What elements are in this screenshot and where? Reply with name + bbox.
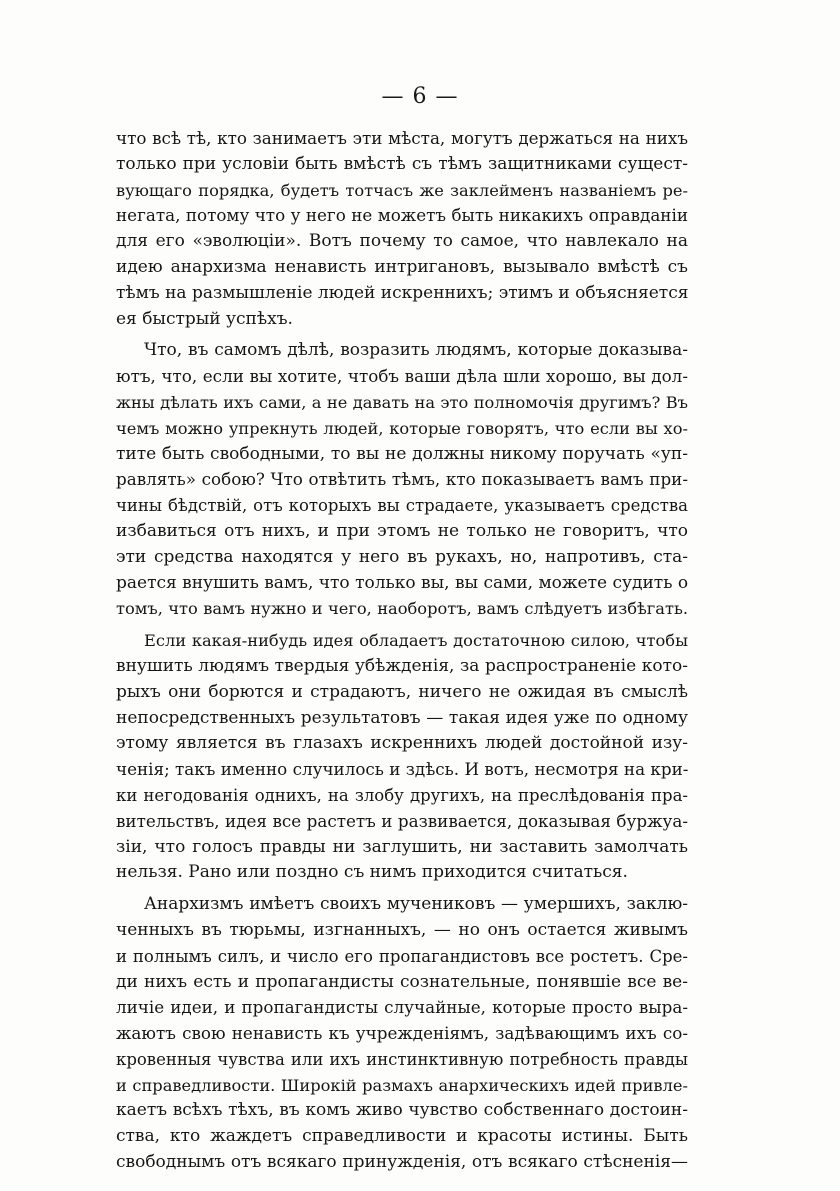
text-line: кровенныя чувства или ихъ инстинктивную потребность правды	[116, 1049, 688, 1069]
text-line: ди нихъ есть и пропагандисты сознательные, понявшіе все ве-	[116, 971, 688, 992]
text-line: каетъ всѣхъ тѣхъ, въ комъ живо чувство собственнаго достоин-	[116, 1100, 688, 1121]
text-line: идею анархизма ненависть интригановъ, вызывало вмѣстѣ съ	[116, 256, 688, 277]
text-line: Анархизмъ имѣетъ своихъ мучениковъ — умершихъ, заклю-	[144, 894, 688, 915]
text-line: эти средства находятся у него въ рукахъ, но, напротивъ, ста-	[116, 546, 688, 567]
text-line: ства, кто жаждетъ справедливости и красоты истины. Быть	[116, 1126, 688, 1147]
text-line: Что, въ самомъ дѣлѣ, возразить людямъ, которые доказыва-	[144, 340, 688, 361]
text-line: и полнымъ силъ, и число его пропагандистовъ все ростетъ. Сре-	[116, 946, 688, 966]
text-line: тѣмъ на размышленіе людей искреннихъ; этимъ и объясняется	[116, 282, 688, 303]
text-line: этому является въ глазахъ искреннихъ людей достойной изу-	[116, 733, 688, 754]
text-line: вующаго порядка, будетъ тотчасъ же заклейменъ названіемъ ре-	[116, 180, 688, 200]
text-line: ки негодованія однихъ, на злобу другихъ, на преслѣдованія пра-	[116, 785, 688, 805]
page-number: — 6 —	[381, 84, 459, 109]
text-line: только при условіи быть вмѣстѣ съ тѣмъ защитниками сущест-	[116, 153, 688, 174]
text-line: ея быстрый успѣхъ.	[116, 308, 293, 329]
paragraph	[116, 338, 688, 622]
text-line: свободнымъ отъ всякаго принужденія, отъ всякаго стѣсненія—	[116, 1152, 688, 1173]
text-line: для его «эволюціи». Вотъ почему то самое, что навлекало на	[116, 231, 688, 252]
paragraph	[116, 892, 688, 1176]
text-line: Если какая-нибудь идея обладаетъ достаточною силою, чтобы	[144, 631, 688, 651]
text-line: нельзя. Рано или поздно съ нимъ приходится считаться.	[116, 862, 628, 883]
text-line: равлять» собою? Что отвѣтить тѣмъ, кто показываетъ вамъ при-	[116, 469, 688, 490]
text-line: избавиться отъ нихъ, и при этомъ не только не говоритъ, что	[116, 520, 688, 541]
paragraph	[116, 628, 688, 886]
text-line: зіи, что голосъ правды ни заглушить, ни заставить замолчать	[116, 836, 688, 857]
paragraph	[116, 126, 688, 332]
text-line: непосредственныхъ результатовъ — такая идея уже по одному	[116, 707, 688, 728]
text-line: ченія; такъ именно случилось и здѣсь. И вотъ, несмотря на кри-	[116, 759, 688, 780]
text-line: личіе идеи, и пропагандисты случайные, которые просто выра-	[116, 997, 688, 1018]
body-text	[116, 126, 688, 1176]
text-line: негата, потому что у него не можетъ быть никакихъ оправданіи	[116, 205, 688, 226]
text-line: рается внушить вамъ, что только вы, вы сами, можете судить о	[116, 572, 688, 593]
text-line: рыхъ они борются и страдаютъ, ничего не ожидая въ смыслѣ	[116, 681, 688, 702]
text-line: тите быть свободными, то вы не должны никому поручать «уп-	[116, 443, 688, 464]
text-line: ютъ, что, если вы хотите, чтобъ ваши дѣла шли хорошо, вы дол-	[116, 366, 688, 387]
text-line: внушить людямъ твердыя убѣжденія, за распространеніе кото-	[116, 655, 688, 676]
text-line: томъ, что вамъ нужно и чего, наоборотъ, вамъ слѣдуетъ избѣгать.	[116, 599, 688, 619]
text-line: вительствъ, идея все растетъ и развивается, доказывая буржуа-	[116, 810, 688, 831]
text-line: и справедливости. Широкій размахъ анархическихъ идей привле-	[116, 1075, 688, 1095]
text-line: чины бѣдствій, отъ которыхъ вы страдаете, указываетъ средства	[116, 496, 688, 516]
text-line: чемъ можно упрекнуть людей, которые говорятъ, что если вы хо-	[116, 418, 688, 438]
text-line: ченныхъ въ тюрьмы, изгнанныхъ, — но онъ остается живымъ	[116, 919, 688, 940]
text-line: жны дѣлать ихъ сами, а не давать на это полномочія другимъ? Въ	[116, 392, 688, 412]
text-line: жаютъ свою ненависть къ учрежденіямъ, задѣвающимъ ихъ со-	[116, 1023, 688, 1044]
text-line: что всѣ тѣ, кто занимаетъ эти мѣста, могутъ держаться на нихъ	[116, 128, 688, 148]
